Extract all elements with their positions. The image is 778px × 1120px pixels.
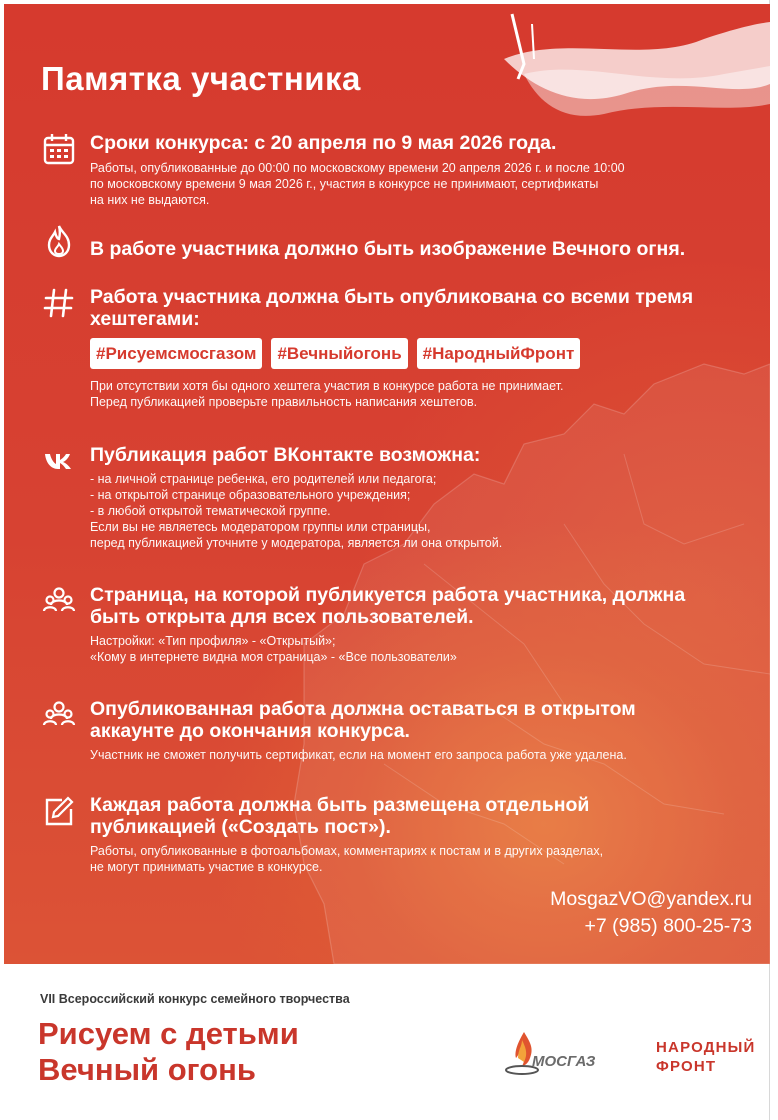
rule-separate-post [42,794,760,875]
rule-vk [42,444,760,551]
rule-heading: Работа участника должна быть опубликована со всеми тремя хештегами: [90,286,694,330]
hashtag-badge: #НародныйФронт [417,338,581,369]
rule-heading: Сроки конкурса: с 20 апреля по 9 мая 2026 года. [90,132,557,154]
rule-text-line: Если вы не являетесь модератором группы или страницы, [90,520,431,534]
rule-hashtags [42,286,760,410]
users-icon [42,698,76,732]
rule-dates [42,132,760,208]
narodny-front-logo-line: ФРОНТ [656,1058,717,1075]
edit-icon [42,794,76,828]
hashtag-badge: #Вечныйогонь [271,338,407,369]
rule-text-line: При отсутствии хотя бы одного хештега участия в конкурсе работа не принимает. [90,379,564,393]
flame-icon [42,224,76,258]
calendar-icon [42,132,76,166]
contacts [550,886,752,940]
hashtag-icon [42,286,76,320]
narodny-front-logo-line: НАРОДНЫЙ [656,1039,756,1056]
contest-title-line: Рисуем с детьми [38,1016,299,1051]
rule-text-line: - на открытой странице образовательного учреждения; [90,488,411,502]
contact-phone[interactable]: +7 (985) 800-25-73 [584,915,752,937]
rule-heading: Страница, на которой публикуется работа участника, должна быть открыта для всех пользователей. [90,584,686,628]
mosgaz-logo [502,1028,620,1084]
mosgaz-logo-text: МОСГАЗ [532,1053,596,1070]
rule-text-line: по московскому времени 9 мая 2026 г., участия в конкурсе не принимают, сертификаты [90,177,599,191]
rule-text-line: Работы, опубликованные в фотоальбомах, комментариях к постам и в других разделах, [90,844,604,858]
rule-text-line: на них не выдаются. [90,193,210,207]
rule-keep-open [42,698,760,763]
hashtag-list [90,338,760,369]
red-panel [4,4,770,964]
contest-title [38,1016,299,1088]
rule-text-line: Участник не сможет получить сертификат, если на момент его запроса работа уже удалена. [90,748,627,762]
rule-heading: Опубликованная работа должна оставаться в открытом аккаунте до окончания конкурса. [90,698,636,742]
rule-heading: Публикация работ ВКонтакте возможна: [90,444,481,466]
rule-text-line: не могут принимать участие в конкурсе. [90,860,323,874]
narodny-front-logo [656,1038,756,1076]
rule-text-line: - на личной странице ребенка, его родителей или педагога; [90,472,437,486]
rule-heading: В работе участника должно быть изображение Вечного огня. [90,238,686,260]
users-icon [42,584,76,618]
contest-title-line: Вечный огонь [38,1052,256,1087]
rule-eternal-flame [42,224,760,260]
rule-open-page [42,584,760,665]
hashtag-badge: #Рисуемсмосгазом [90,338,262,369]
rule-text-line: Перед публикацией проверьте правильность написания хештегов. [90,395,478,409]
page-title: Памятка участника [41,60,361,97]
rule-text-line: перед публикацией уточните у модератора, является ли она открытой. [90,536,503,550]
contest-subtitle: VII Всероссийский конкурс семейного творчества [40,992,350,1006]
vk-icon [42,444,76,478]
rule-heading: Каждая работа должна быть размещена отдельной публикацией («Создать пост»). [90,794,590,838]
rule-text-line: «Кому в интернете видна моя страница» - «Все пользователи» [90,650,457,664]
rule-text-line: - в любой открытой тематической группе. [90,504,331,518]
rule-text-line: Настройки: «Тип профиля» - «Открытый»; [90,634,336,648]
rule-text-line: Работы, опубликованные до 00:00 по московскому времени 20 апреля 2026 г. и после 10:00 [90,161,625,175]
contact-email[interactable]: MosgazVO@yandex.ru [550,888,752,910]
